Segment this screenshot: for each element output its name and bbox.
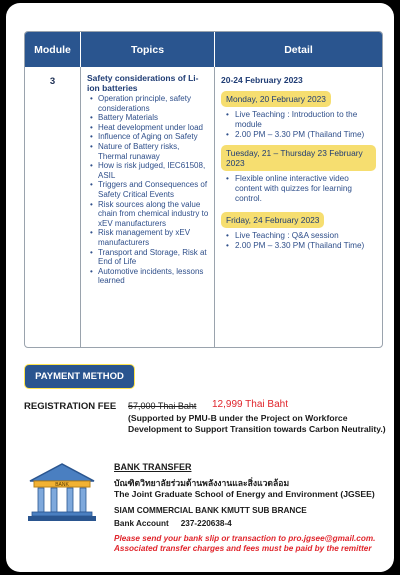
account-number: 237-220638-4 <box>180 519 232 528</box>
brochure-page <box>6 3 394 572</box>
topic-item: • Transport and Storage, Risk at End of Life <box>87 248 210 267</box>
session-items <box>221 110 376 139</box>
bank-name: SIAM COMMERCIAL BANK KMUTT SUB BRANCE <box>114 506 307 515</box>
support-note: (Supported by PMU-B under the Project on Workforce Development to Support Transition towards Carbon Neutrality.) <box>128 413 386 434</box>
thai-institution-name: บัณฑิตวิทยาลัยร่วมด้านพลังงานและสิ่งแวดล้อม <box>114 478 290 488</box>
topic-item: • Triggers and Consequences of Safety Critical Events <box>87 180 210 199</box>
detail-cell <box>215 67 382 347</box>
bank-icon-label: BANK <box>55 482 69 488</box>
session-items <box>221 174 376 203</box>
topic-list <box>87 94 210 286</box>
header-topics: Topics <box>81 32 215 67</box>
topic-item: • Operation principle, safety considerations <box>87 94 210 113</box>
new-price: 12,999 Thai Baht <box>212 399 288 410</box>
topic-item: • Nature of Battery risks, Thermal runaway <box>87 142 210 161</box>
session-item: • 2.00 PM – 3.30 PM (Thailand Time) <box>221 130 376 140</box>
session-items <box>221 231 376 251</box>
header-module: Module <box>25 32 81 67</box>
institution-name: The Joint Graduate School of Energy and Environment (JGSEE) <box>114 489 375 499</box>
module-number: 3 <box>25 67 81 347</box>
schedule-table <box>24 31 383 348</box>
topic-item: • Influence of Aging on Safety <box>87 132 210 142</box>
session-date: Tuesday, 21 – Thursday 23 February 2023 <box>221 145 376 171</box>
session-item: • 2.00 PM – 3.30 PM (Thailand Time) <box>221 241 376 251</box>
session-item: • Live Teaching : Introduction to the module <box>221 110 376 130</box>
topic-item: • Battery Materials <box>87 113 210 123</box>
old-price: 57,000 Thai Baht <box>128 401 197 411</box>
registration-fee-label: REGISTRATION FEE <box>24 401 117 412</box>
topic-title: Safety considerations of Li-ion batteries <box>87 73 199 93</box>
session-date: Friday, 24 February 2023 <box>221 212 324 228</box>
topic-item: • Automotive incidents, lessons learned <box>87 267 210 286</box>
session-item: • Live Teaching : Q&A session <box>221 231 376 241</box>
topic-item: • Risk sources along the value chain from chemical industry to xEV manufacturers <box>87 200 210 229</box>
session-item: • Flexible online interactive video content with quizzes for learning control. <box>221 174 376 203</box>
table-row <box>25 67 382 347</box>
account-label: Bank Account <box>114 519 169 528</box>
bank-transfer-title: BANK TRANSFER <box>114 462 192 472</box>
bank-account <box>114 519 232 528</box>
header-detail: Detail <box>284 43 313 56</box>
topic-item: • Heat development under load <box>87 123 210 133</box>
topics-cell <box>81 67 215 347</box>
date-range: 20-24 February 2023 <box>221 75 303 85</box>
remittance-note: Please send your bank slip or transaction to pro.jgsee@gmail.com. Associated transfer charges and fees must be paid by the remitter <box>114 534 376 553</box>
table-header <box>25 32 382 67</box>
bank-building-icon <box>26 461 98 523</box>
session-date: Monday, 20 February 2023 <box>221 91 331 107</box>
topic-item: • Risk management by xEV manufacturers <box>87 228 210 247</box>
topic-item: • How is risk judged, IEC61508, ASIL <box>87 161 210 180</box>
payment-method-button[interactable]: PAYMENT METHOD <box>24 364 135 389</box>
